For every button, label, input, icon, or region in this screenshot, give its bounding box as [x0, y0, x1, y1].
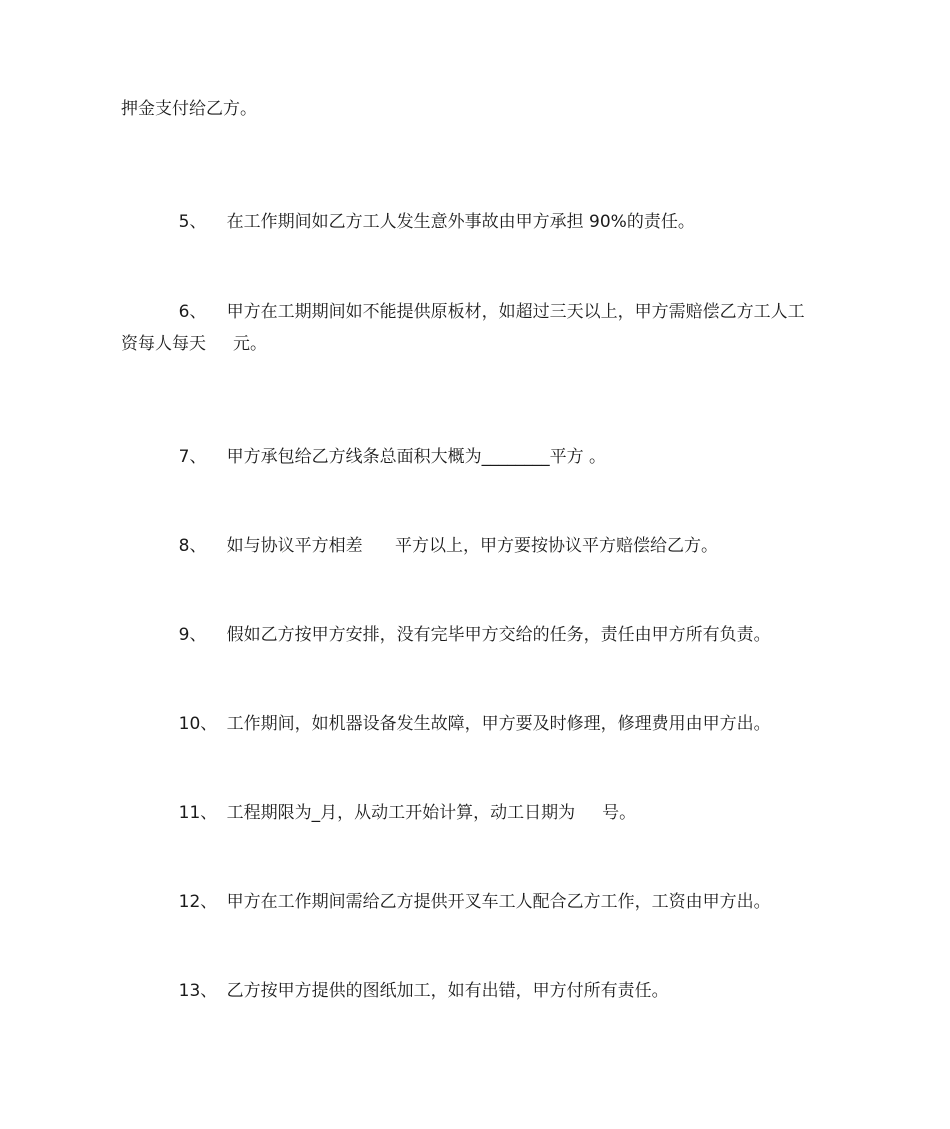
clause-number: 13、	[178, 981, 218, 1001]
clause-13	[157, 955, 669, 1027]
clause-12	[157, 866, 771, 938]
clause-text: 乙方按甲方提供的图纸加工，如有出错，甲方付所有责任。	[226, 981, 669, 1001]
clause-number: 8、	[178, 536, 207, 556]
clause-text: 如与协议平方相差 平方以上，甲方要按协议平方赔偿给乙方。	[226, 536, 719, 556]
clause-5	[157, 186, 695, 258]
clause-number: 11、	[178, 803, 218, 823]
clause-number: 12、	[178, 892, 218, 912]
clause-text: 工程期限为_月，从动工开始计算，动工日期为 号。	[226, 803, 637, 823]
clause-text: 甲方在工作期间需给乙方提供开叉车工人配合乙方工作，工资由甲方出。	[226, 892, 771, 912]
clause-10	[157, 688, 771, 760]
clause-6-continuation: 资每人每天 元。	[121, 334, 268, 354]
clause-8	[157, 510, 718, 582]
clause-7	[157, 421, 606, 493]
clause-text: 工作期间，如机器设备发生故障，甲方要及时修理，修理费用由甲方出。	[226, 714, 771, 734]
clause-text: 甲方承包给乙方线条总面积大概为________平方 。	[226, 447, 607, 467]
clause-number: 7、	[178, 447, 207, 467]
clause-number: 6、	[178, 302, 207, 322]
clause-number: 9、	[178, 625, 207, 645]
continuation-text: 押金支付给乙方。	[121, 99, 257, 119]
clause-text: 在工作期间如乙方工人发生意外事故由甲方承担 90%的责任。	[226, 212, 695, 232]
clause-number: 10、	[178, 714, 218, 734]
clause-number: 5、	[178, 212, 207, 232]
clause-text: 假如乙方按甲方安排，没有完毕甲方交给的任务，责任由甲方所有负责。	[226, 625, 771, 645]
clause-11	[157, 777, 636, 849]
clause-text: 甲方在工期期间如不能提供原板材，如超过三天以上，甲方需赔偿乙方工人工	[226, 302, 805, 322]
clause-9	[157, 599, 771, 671]
